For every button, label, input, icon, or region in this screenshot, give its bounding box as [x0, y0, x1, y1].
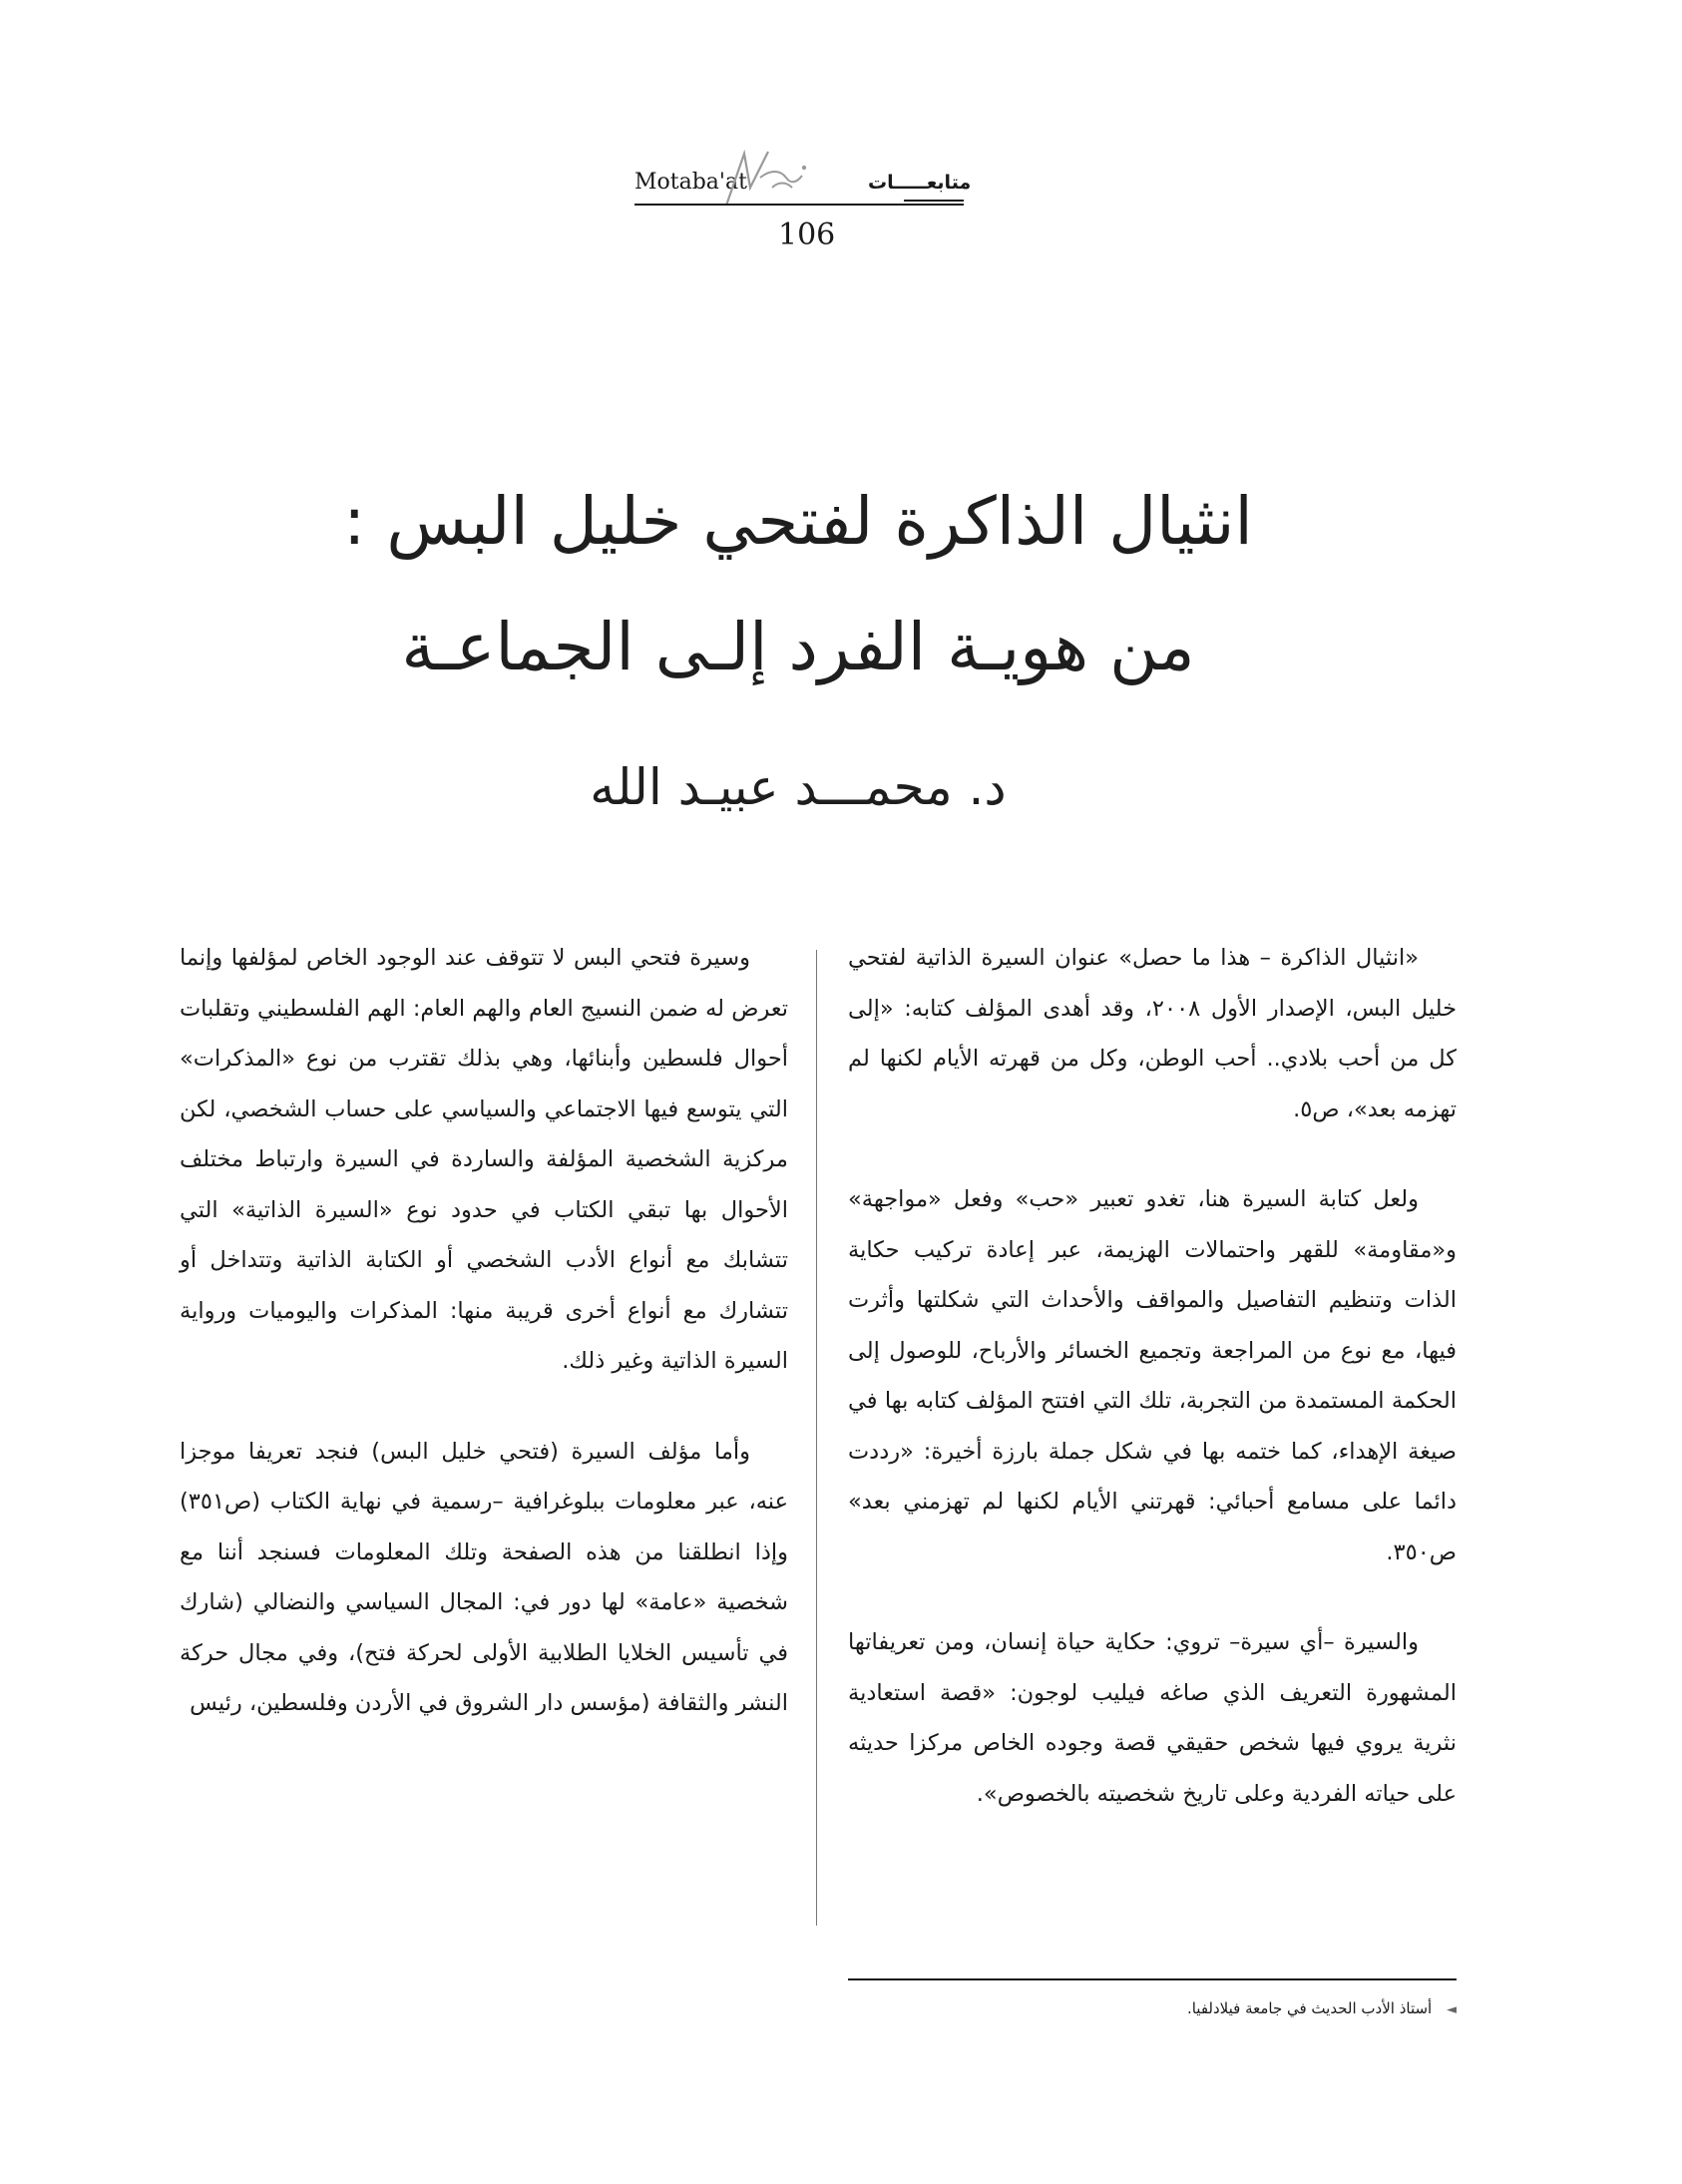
- section-label-arabic: متابعـــــات: [868, 172, 972, 194]
- column-left: [180, 933, 788, 1769]
- paragraph: «انثيال الذاكرة – هذا ما حصل» عنوان السيرة الذاتية لفتحي خليل البس، الإصدار الأول ٢٠٠٨، وقد أهدى المؤلف كتابه: «إلى كل من أحب بلادي.. أحب الوطن، وكل من قهرته الأيام لكنها لم تهزمه بعد»، ص٥.: [848, 945, 1458, 1122]
- running-header: [599, 148, 1117, 267]
- article-title: [299, 459, 1297, 710]
- column-right: [848, 933, 1457, 1859]
- paragraph: وأما مؤلف السيرة (فتحي خليل البس) فنجد تعريفا موجزا عنه، عبر معلومات ببلوغرافية –رسمية في نهاية الكتاب (ص٣٥١) وإذا انطلقنا من هذه الصفحة وتلك المعلومات فسنجد أننا مع شخصية «عامة» لها دور في: المجال السياسي والنضالي (شارك في تأسيس الخلايا الطلابية الأولى لحركة فتح)، وفي مجال حركة النشر والثقافة (مؤسس دار الشروق في الأردن وفلسطين، رئيس: [180, 1438, 788, 1716]
- author-byline: د. محمـــد عبيـد الله: [590, 758, 1007, 816]
- title-line-1: انثيال الذاكرة لفتحي خليل البس :: [343, 483, 1253, 560]
- section-label-latin: Motaba'at: [634, 170, 747, 195]
- footnote: [848, 1999, 1457, 2017]
- column-divider: [816, 950, 817, 1926]
- title-line-2: من هويـة الفرد إلـى الجماعـة: [401, 609, 1195, 685]
- paragraph: ولعل كتابة السيرة هنا، تغدو تعبير «حب» وفعل «مواجهة» و«مقاومة» للقهر واحتمالات الهزيمة، عبر إعادة تركيب حكاية الذات وتنظيم التفاصيل والمواقف والأحداث التي شكلتها وأثرت فيها، مع نوع من المراجعة وتجميع الخسائر والأرباح، للوصول إلى الحكمة المستمدة من التجربة، تلك التي افتتح المؤلف كتابه بها في صيغة الإهداء، كما ختمه بها في شكل جملة بارزة أخيرة: «رددت دائما على مسامع أحبائي: قهرتني الأيام لكنها لم تهزمني بعد» ص٣٥٠.: [848, 1186, 1457, 1565]
- paragraph: والسيرة –أي سيرة– تروي: حكاية حياة إنسان، ومن تعريفاتها المشهورة التعريف الذي صاغه فيليب لوجون: «قصة استعادية نثرية يروي فيها شخص حقيقي قصة وجوده الخاص مركزا حديثه على حياته الفردية وعلى تاريخ شخصيته بالخصوص».: [848, 1629, 1457, 1807]
- paragraph: وسيرة فتحي البس لا تتوقف عند الوجود الخاص لمؤلفها وإنما تعرض له ضمن النسيج العام والهم العام: الهم الفلسطيني وتقلبات أحوال فلسطين وأبنائها، وهي بذلك تقترب من نوع «المذكرات» التي يتوسع فيها الاجتماعي والسياسي على حساب الشخصي، لكن مركزية الشخصية المؤلفة والساردة في السيرة وارتباط مختلف الأحوال بها تبقي الكتاب في حدود نوع «السيرة الذاتية» التي تتشابك مع أنواع الأدب الشخصي أو الكتابة الذاتية وتتداخل أو تتشارك مع أنواع أخرى قريبة منها: المذكرات واليوميات ورواية السيرة الذاتية وغير ذلك.: [180, 945, 788, 1374]
- header-rule-accent: [904, 200, 964, 202]
- page-number: 106: [778, 218, 836, 252]
- footnote-rule: [848, 1978, 1457, 1980]
- footnote-text: أستاذ الأدب الحديث في جامعة فيلادلفيا.: [1186, 1999, 1433, 2017]
- header-rule: [634, 204, 964, 206]
- footnote-marker-icon: ◄: [1447, 2002, 1457, 2017]
